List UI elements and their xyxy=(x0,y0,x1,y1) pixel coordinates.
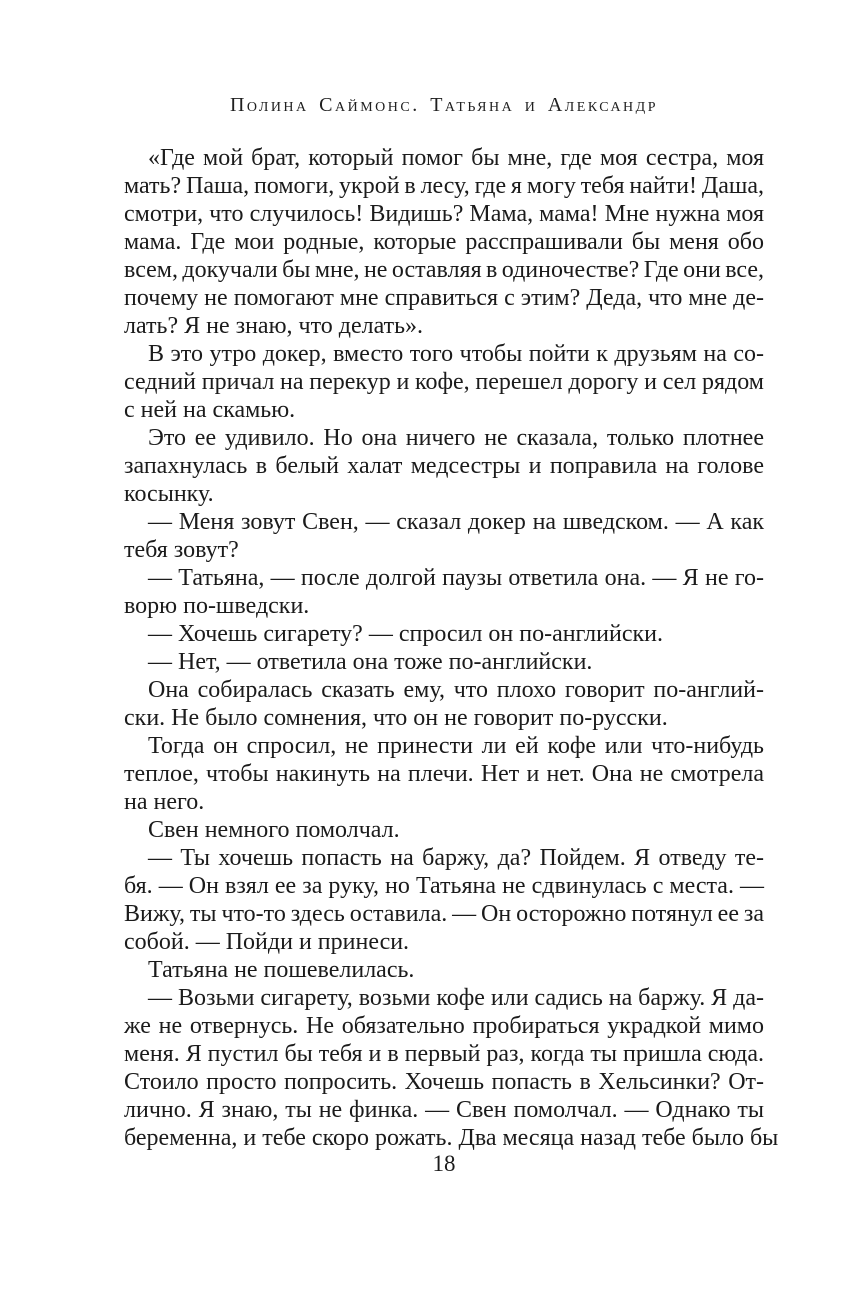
text-line xyxy=(124,564,764,592)
text-line xyxy=(124,1012,764,1040)
text-line xyxy=(124,984,764,1012)
text-line xyxy=(124,732,764,760)
text-line xyxy=(124,1068,764,1096)
text-line-content: мама. Где мои родные, которые расспрашивали бы меня обо xyxy=(124,229,764,255)
text-line-content: теплое, чтобы накинуть на плечи. Нет и нет. Она не смотрела xyxy=(124,761,764,787)
text-line-content: лать? Я не знаю, что делать». xyxy=(124,313,424,339)
text-line xyxy=(124,676,764,704)
text-line xyxy=(124,312,764,340)
text-line xyxy=(124,592,764,620)
text-line-content: Вижу, ты что-то здесь оставила. — Он осторожно потянул ее за xyxy=(124,901,764,927)
text-line-content: В это утро докер, вместо того чтобы пойти к друзьям на со- xyxy=(148,341,764,367)
text-line-content: — Нет, — ответила она тоже по-английски. xyxy=(148,649,593,675)
text-line-content: — Татьяна, — после долгой паузы ответила она. — Я не го- xyxy=(148,565,764,591)
page-number: 18 xyxy=(432,1151,456,1176)
text-line-content: — Хочешь сигарету? — спросил он по-английски. xyxy=(148,621,664,647)
text-line-content: лично. Я знаю, ты не финка. — Свен помолчал. — Однако ты xyxy=(124,1097,764,1123)
text-line xyxy=(124,704,764,732)
text-line-content: беременна, и тебе скоро рожать. Два месяца назад тебе было бы xyxy=(124,1125,779,1151)
text-line-content: с ней на скамью. xyxy=(124,397,296,423)
text-line xyxy=(124,480,764,508)
text-line-content: почему не помогают мне справиться с этим? Деда, что мне де- xyxy=(124,285,764,311)
text-line-content: Она собиралась сказать ему, что плохо говорит по-англий- xyxy=(148,677,764,703)
text-line xyxy=(124,648,764,676)
text-line-content: собой. — Пойди и принеси. xyxy=(124,929,410,955)
text-line-content: Тогда он спросил, не принести ли ей кофе или что-нибудь xyxy=(148,733,764,759)
text-line-content: — Ты хочешь попасть на баржу, да? Пойдем. Я отведу те- xyxy=(148,845,764,871)
text-line xyxy=(124,760,764,788)
text-line xyxy=(124,900,764,928)
text-line-content: косынку. xyxy=(124,481,214,507)
text-line-content: Это ее удивило. Но она ничего не сказала, только плотнее xyxy=(148,425,764,451)
text-line xyxy=(124,228,764,256)
text-line xyxy=(124,872,764,900)
text-line xyxy=(124,536,764,564)
text-line-content: Стоило просто попросить. Хочешь попасть в Хельсинки? От- xyxy=(124,1069,764,1095)
text-line xyxy=(124,340,764,368)
text-line-content: на него. xyxy=(124,789,205,815)
text-line-content: мать? Паша, помоги, укрой в лесу, где я могу тебя найти! Даша, xyxy=(124,173,764,199)
page-body xyxy=(124,144,779,1152)
text-line-content: бя. — Он взял ее за руку, но Татьяна не сдвинулась с места. — xyxy=(124,873,764,899)
text-line-content: — Возьми сигарету, возьми кофе или садись на баржу. Я да- xyxy=(148,985,764,1011)
text-line xyxy=(124,368,764,396)
text-line-content: же не отвернусь. Не обязательно пробираться украдкой мимо xyxy=(124,1013,764,1039)
text-line xyxy=(124,928,764,956)
text-line xyxy=(124,508,764,536)
text-line xyxy=(124,844,764,872)
text-line-content: «Где мой брат, который помог бы мне, где моя сестра, моя xyxy=(148,145,764,171)
text-line-content: седний причал на перекур и кофе, перешел дорогу и сел рядом xyxy=(124,369,764,395)
text-line xyxy=(124,284,764,312)
text-line xyxy=(124,144,764,172)
text-line xyxy=(124,452,764,480)
text-line xyxy=(124,788,764,816)
text-line-content: запахнулась в белый халат медсестры и поправила на голове xyxy=(124,453,764,479)
text-line xyxy=(124,172,764,200)
text-line-content: ворю по-шведски. xyxy=(124,593,310,619)
text-line xyxy=(124,1124,779,1152)
text-line-content: Свен немного помолчал. xyxy=(148,817,400,843)
text-line xyxy=(124,396,764,424)
text-line xyxy=(124,424,764,452)
text-line-content: Татьяна не пошевелилась. xyxy=(148,957,415,983)
text-line xyxy=(124,816,764,844)
text-line-content: смотри, что случилось! Видишь? Мама, мама! Мне нужна моя xyxy=(124,201,764,227)
text-line-content: тебя зовут? xyxy=(124,537,239,563)
text-line-content: ски. Не было сомнения, что он не говорит по-русски. xyxy=(124,705,668,731)
text-line-content: меня. Я пустил бы тебя и в первый раз, когда ты пришла сюда. xyxy=(124,1041,765,1067)
text-line xyxy=(124,200,764,228)
text-line xyxy=(124,256,764,284)
text-line xyxy=(124,1096,764,1124)
text-line-content: всем, докучали бы мне, не оставляя в одиночестве? Где они все, xyxy=(124,257,764,283)
text-line-content: — Меня зовут Свен, — сказал докер на шведском. — А как xyxy=(148,509,764,535)
running-header: Полина Саймонс. Татьяна и Александр xyxy=(229,94,659,116)
text-line xyxy=(124,956,764,984)
text-line xyxy=(124,1040,764,1068)
text-line xyxy=(124,620,764,648)
